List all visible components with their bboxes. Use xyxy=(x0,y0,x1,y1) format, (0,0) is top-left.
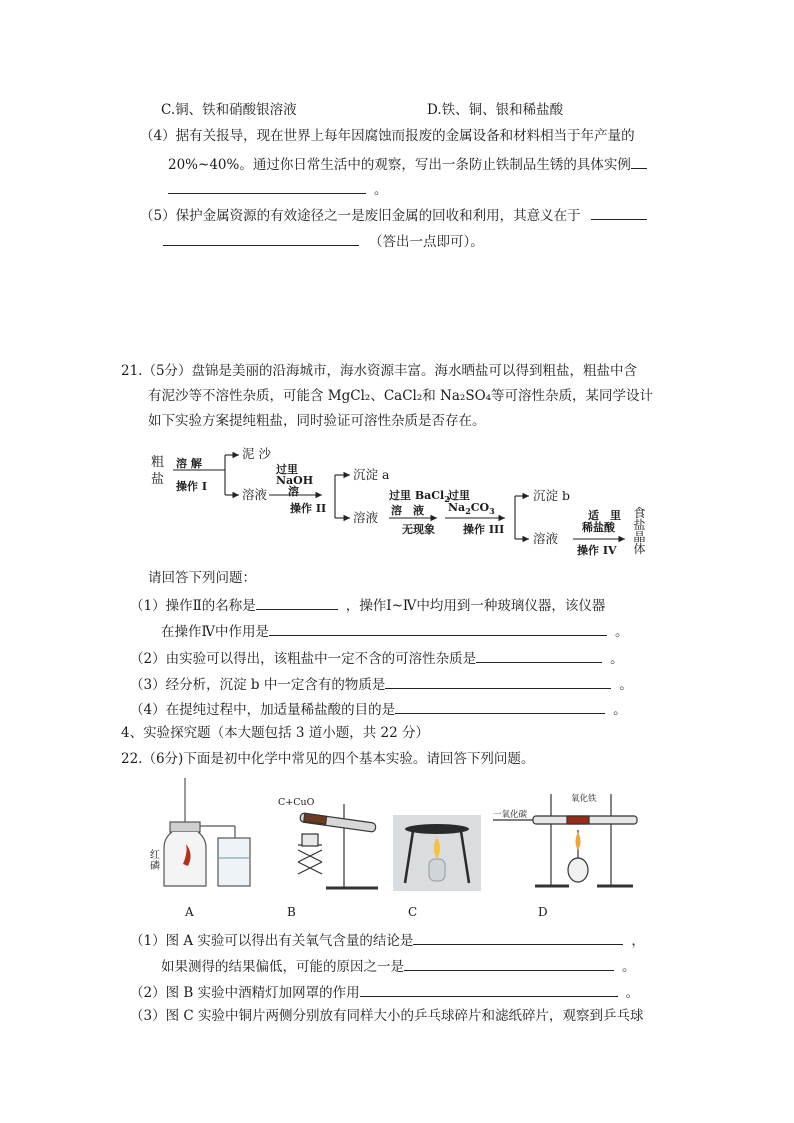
solution2-label: 溶液 xyxy=(353,510,379,525)
q22-intro: 22.（6分)下面是初中化学中常见的四个基本实验。请回答下列问题。 xyxy=(121,751,535,767)
q21-answer1-line1: （1）操作Ⅱ的名称是 ，操作Ⅰ~Ⅳ中均用到一种玻璃仪器，该仪器 xyxy=(130,594,605,615)
q20-part4-line3: 。 xyxy=(168,178,388,199)
answer-blank[interactable] xyxy=(395,698,605,714)
q21-line1: 21.（5分）盘锦是美丽的沿海城市，海水资源丰富。海水晒盐可以得到粗盐，粗盐中含 xyxy=(121,363,638,379)
option-c: C.铜、铁和硝酸银溶液 xyxy=(161,102,297,118)
purification-flowchart xyxy=(145,443,665,573)
figure-c-copper-plate xyxy=(393,815,481,891)
mud-label: 泥 沙 xyxy=(242,446,271,461)
solution3-label: 溶液 xyxy=(533,531,559,546)
q21-answer3: （3）经分析，沉淀 b 中一定含有的物质是 。 xyxy=(130,673,633,694)
answer-blank[interactable] xyxy=(256,594,338,610)
q20-part5-line1: （5）保护金属资源的有效途径之一是废旧金属的回收和利用，其意义在于 xyxy=(140,204,647,225)
co-label: 一氧化碳 xyxy=(493,810,528,820)
figure-d-drawing xyxy=(493,790,643,890)
answer-blank[interactable] xyxy=(269,620,607,636)
answer-blank[interactable] xyxy=(360,981,618,997)
figure-c-caption: C xyxy=(408,905,418,919)
q21-answer1-line2: 在操作Ⅳ中作用是 。 xyxy=(161,620,629,641)
hcl-reagent-label: 适 里 稀盐酸 xyxy=(582,509,621,534)
crude-salt-label: 粗 盐 xyxy=(151,455,165,487)
answer-blank[interactable] xyxy=(163,230,359,246)
figure-d-co-reduction xyxy=(493,790,643,890)
answer-blank[interactable] xyxy=(631,153,647,169)
answer-blank[interactable] xyxy=(168,178,366,194)
q21-line3: 如下实验方案提纯粗盐，同时验证可溶性杂质是否存在。 xyxy=(148,413,486,429)
answer-blank[interactable] xyxy=(385,673,611,689)
option-d: D.铁、铜、银和稀盐酸 xyxy=(427,102,564,118)
figure-b-caption: B xyxy=(287,905,296,919)
bacl2-reagent-label: 过里 BaCl$_2$ 溶 液 xyxy=(389,489,450,518)
solution1-label: 溶液 xyxy=(242,487,268,502)
section4-heading: 4、实验探究题（本大题包括 3 道小题，共 22 分） xyxy=(121,725,430,741)
answer-blank[interactable] xyxy=(404,955,614,971)
answer-blank[interactable] xyxy=(591,204,647,220)
iron-oxide-label: 氧化铁 xyxy=(571,794,597,804)
na2co3-reagent-label: 过里 $Na_2CO_3$ xyxy=(448,489,495,517)
figure-a-caption: A xyxy=(185,905,194,919)
figure-a-red-phosphorus xyxy=(150,778,260,893)
op3-label: 操作 III xyxy=(463,523,505,536)
dissolve-label: 溶 解 xyxy=(176,457,202,470)
op1-label: 操作 I xyxy=(176,480,207,493)
answer-blank[interactable] xyxy=(476,647,602,663)
c-cuo-label: C+CuO xyxy=(278,797,315,808)
precip-b-label: 沉淀 b xyxy=(533,488,570,503)
op4-label: 操作 IV xyxy=(577,544,617,557)
q22-answer2: （2）图 B 实验中酒精灯加网罩的作用 。 xyxy=(130,981,639,1002)
precip-a-label: 沉淀 a xyxy=(353,467,390,482)
q20-part5-line2: （答出一点即可）。 xyxy=(163,230,484,251)
salt-crystal-label: 食 盐 晶 体 xyxy=(633,506,646,556)
q22-answer1-line2: 如果测得的结果偏低，可能的原因之一是 。 xyxy=(161,955,636,976)
q21-line2: 有泥沙等不溶性杂质，可能含 MgCl₂、CaCl₂和 Na₂SO₄等可溶性杂质，某同学设计 xyxy=(148,388,654,404)
figure-d-caption: D xyxy=(538,905,548,919)
q21-answer2: （2）由实验可以得出，该粗盐中一定不含的可溶性杂质是 。 xyxy=(130,647,624,668)
q21-prompt: 请回答下列问题： xyxy=(148,570,256,586)
figure-c-drawing xyxy=(393,815,481,891)
q20-part4-line1: （4）据有关报导，现在世界上每年因腐蚀而报废的金属设备和材料相当于年产量的 xyxy=(140,128,635,144)
figure-a-drawing xyxy=(150,778,260,893)
answer-blank[interactable] xyxy=(413,929,623,945)
figure-b-carbon-reduction xyxy=(278,790,388,890)
op2-label: 操作 II xyxy=(290,502,327,515)
q21-answer4: （4）在提纯过程中，加适量稀盐酸的目的是 。 xyxy=(130,698,627,719)
q22-answer1-line1: （1）图 A 实验可以得出有关氧气含量的结论是 ， xyxy=(130,929,645,950)
q20-part4-line2: 20%~40%。通过你日常生活中的观察，写出一条防止铁制品生锈的具体实例 xyxy=(168,153,647,174)
naoh-reagent-label: 过里 NaOH 溶 xyxy=(276,463,314,498)
red-phosphorus-label: 红 磷 xyxy=(150,850,160,872)
q22-answer3: （3）图 C 实验中铜片两侧分别放有同样大小的乒乓球碎片和滤纸碎片，观察到乒乓球 xyxy=(130,1008,644,1024)
no-phenomenon-label: 无现象 xyxy=(402,523,435,536)
